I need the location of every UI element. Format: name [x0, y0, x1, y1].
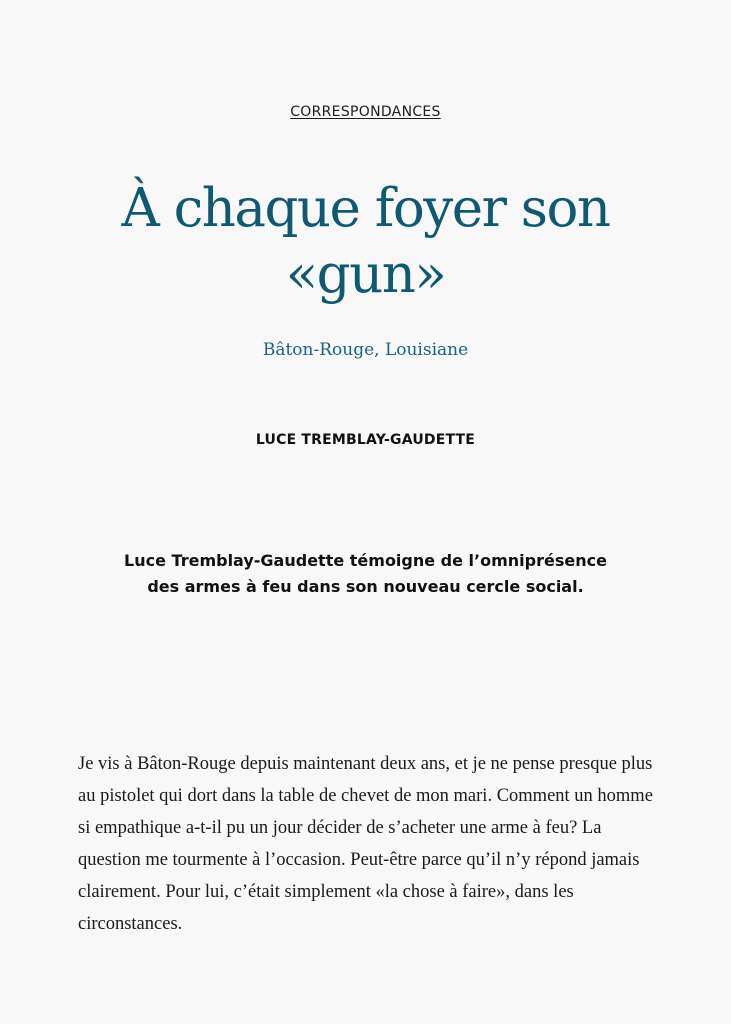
article-title: À chaque foyer son «gun»: [121, 178, 610, 305]
category-label: [0, 104, 731, 120]
article-location: Bâton-Rouge, Louisiane: [262, 340, 469, 360]
body-paragraph: Je vis à Bâton-Rouge depuis maintenant deux ans, et je ne pense presque plus au pistolet qui dort dans la table de chevet de mon mari. Comment un homme si empathique a-t-il pu un jour décider de s’acheter une arme à feu? La question me tourmente à l’occasion. Peut-être parce qu’il n’y répond jamais clairement. Pour lui, c’était simplement «la chose à faire», dans les circonstances.: [78, 754, 653, 934]
author-name: LUCE TREMBLAY-GAUDETTE: [255, 432, 476, 448]
category-link[interactable]: CORRESPONDANCES: [290, 104, 441, 120]
article-lede: Luce Tremblay-Gaudette témoigne de l’omniprésence des armes à feu dans son nouveau cercle social.: [124, 551, 607, 596]
